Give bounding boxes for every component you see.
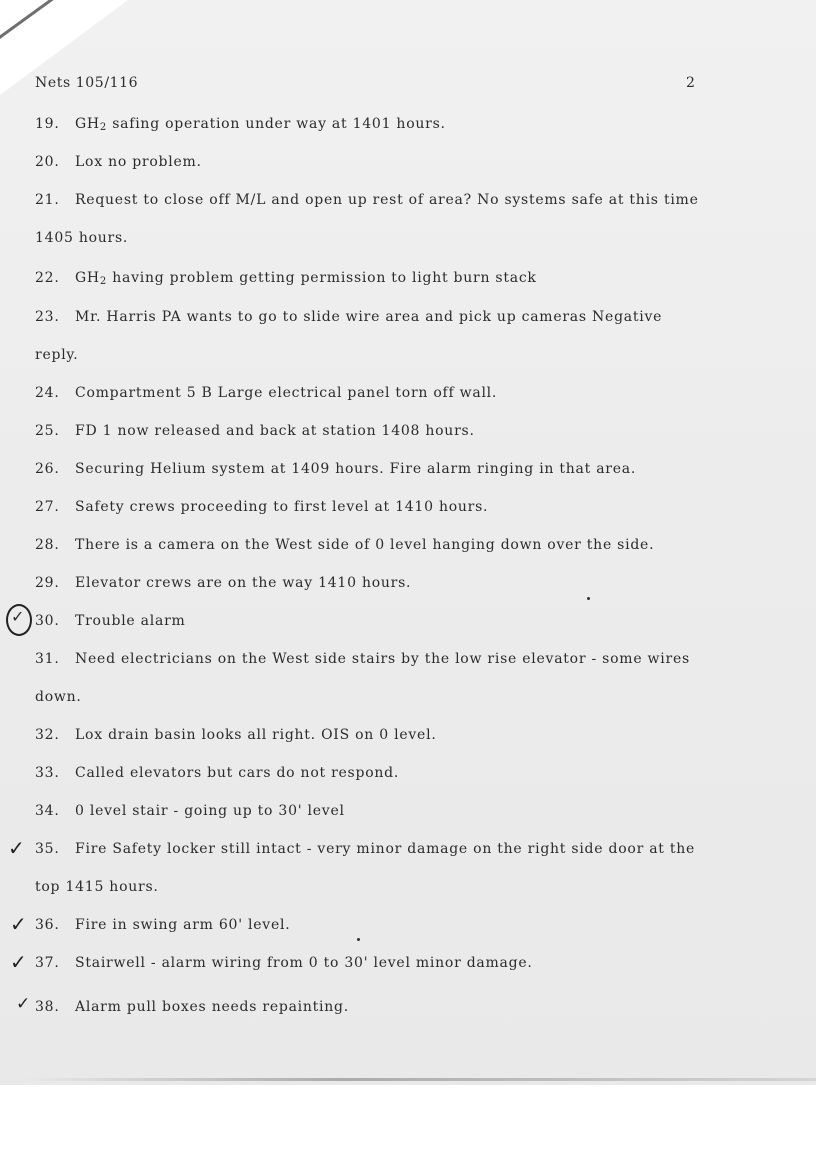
- log-entry-25: 25. FD 1 now released and back at station 1408 hours.: [35, 423, 475, 439]
- log-entry-37: 37. Stairwell - alarm wiring from 0 to 30' level minor damage.: [35, 955, 533, 971]
- paper-speck: [357, 938, 360, 941]
- checkmark-icon: ✓: [10, 912, 27, 936]
- checkmark-icon: ✓: [16, 994, 31, 1014]
- checkmark-icon: ✓: [10, 950, 27, 974]
- log-entry-21-continuation: 1405 hours.: [35, 230, 129, 246]
- paper-speck: [587, 597, 590, 600]
- checkmark-icon: ✓: [8, 836, 25, 860]
- log-entry-36: 36. Fire in swing arm 60' level.: [35, 917, 291, 933]
- log-entry-24: 24. Compartment 5 B Large electrical panel torn off wall.: [35, 385, 498, 401]
- document-reference: Nets 105/116: [35, 75, 139, 91]
- log-entry-22: 22. $GH_2$ having problem getting permission to light burn stack: [35, 270, 537, 287]
- log-entry-21: 21. Request to close off M/L and open up rest of area? No systems safe at this time: [35, 192, 699, 208]
- log-entry-34: 34. 0 level stair - going up to 30' level: [35, 803, 345, 819]
- log-entry-29: 29. Elevator crews are on the way 1410 hours.: [35, 575, 412, 591]
- circled-check-icon: ✓: [6, 604, 32, 636]
- log-entry-30: 30. Trouble alarm: [35, 613, 186, 629]
- log-entry-33: 33. Called elevators but cars do not respond.: [35, 765, 400, 781]
- log-entry-20: 20. Lox no problem.: [35, 154, 202, 170]
- log-entry-19: 19. $GH_2$ safing operation under way at 1401 hours.: [35, 116, 446, 133]
- log-entry-23-continuation: reply.: [35, 347, 79, 363]
- log-entry-27: 27. Safety crews proceeding to first level at 1410 hours.: [35, 499, 489, 515]
- page-bottom-edge: [20, 1078, 816, 1081]
- page-number: 2: [686, 75, 696, 91]
- log-entry-31: 31. Need electricians on the West side stairs by the low rise elevator - some wires: [35, 651, 690, 667]
- log-entry-32: 32. Lox drain basin looks all right. OIS on 0 level.: [35, 727, 437, 743]
- log-entry-28: 28. There is a camera on the West side of 0 level hanging down over the side.: [35, 537, 655, 553]
- log-entry-35: 35. Fire Safety locker still intact - very minor damage on the right side door at the: [35, 841, 696, 857]
- log-entry-31-continuation: down.: [35, 689, 82, 705]
- log-entry-23: 23. Mr. Harris PA wants to go to slide wire area and pick up cameras Negative: [35, 309, 663, 325]
- log-entry-26: 26. Securing Helium system at 1409 hours. Fire alarm ringing in that area.: [35, 461, 637, 477]
- log-entry-38: 38. Alarm pull boxes needs repainting.: [35, 999, 349, 1015]
- log-entry-35-continuation: top 1415 hours.: [35, 879, 159, 895]
